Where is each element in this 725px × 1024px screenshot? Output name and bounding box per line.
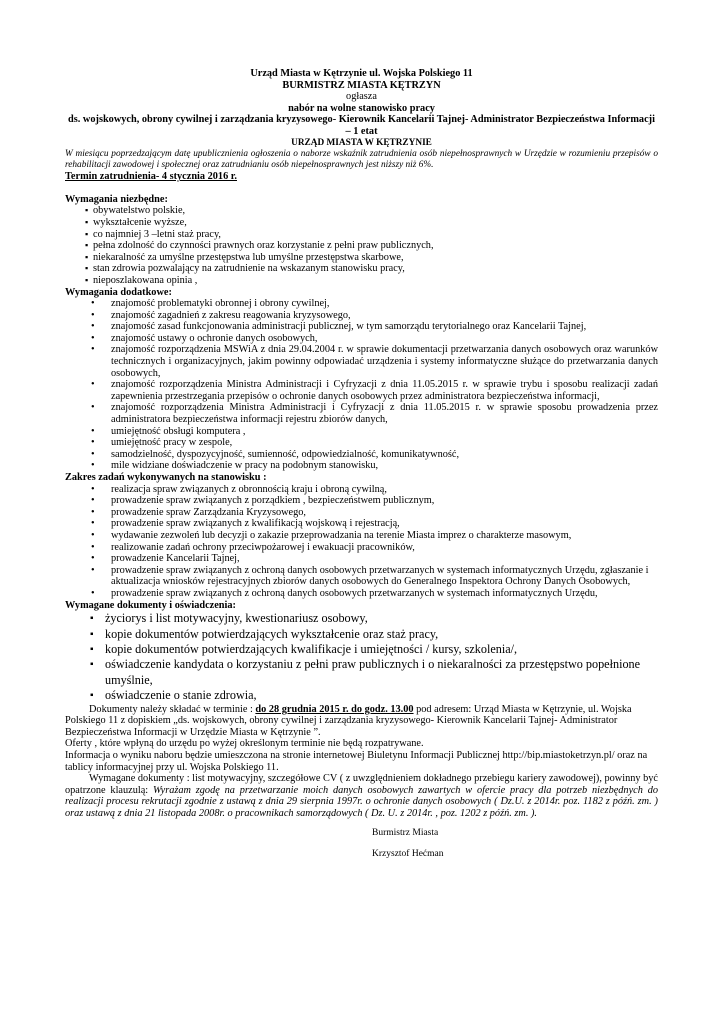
signature-name: Krzysztof Hećman (372, 849, 444, 860)
list-item: • znajomość rozporządzenia MSWiA z dnia 29.04.2004 r. w sprawie dokumentacji przetwarzania danych osobowych oraz warunków technicznych i organizacyjnych, jakim powinny odpowiadać urządzenia i systemy informatyczne służące do przetwarzania danych osobowych, (65, 344, 658, 379)
list-item: • prowadzenie Kancelarii Tajnej, (65, 553, 658, 565)
position-title: ds. wojskowych, obrony cywilnej i zarządzania kryzysowego- Kierownik Kancelarii Tajnej- Administrator Bezpieczeństwa Informacji – 1 etat (68, 114, 655, 137)
submission-address: pod adresem: Urząd Miasta w Kętrzynie, ul. Wojska Polskiego 11 z dopiskiem „ds. wojskowych, obrony cywilnej i zarządzania kryzysowego- Kierownik Kancelarii Tajnej- Administrator Bezpieczeństwa Informacji w Urzędzie Miasta w Kętrzynie ”. (65, 703, 632, 738)
list-item: • prowadzenie spraw związanych z ochroną danych osobowych przetwarzanych w systemach informatycznych Urzędu, (65, 588, 658, 600)
list-item: ▪ wykształcenie wyższe, (65, 217, 658, 229)
consent-clause (65, 773, 658, 819)
list-item: • prowadzenie spraw związanych z kwalifikacją wojskową i rejestracją, (65, 518, 658, 530)
signature-role: Burmistrz Miasta (372, 827, 439, 838)
tasks-list (65, 484, 658, 600)
documents-list (65, 611, 658, 703)
list-item: ▪ życiorys i list motywacyjny, kwestionariusz osobowy, (65, 611, 658, 626)
recruitment-label: nabór na wolne stanowisko pracy (288, 102, 435, 114)
office-name: URZĄD MIASTA W KĘTRZYNIE (291, 137, 432, 148)
list-item: ▪ oświadczenie kandydata o korzystaniu z pełni praw publicznych i o niekaralności za przestępstwo popełnione umyślnie, (65, 657, 658, 688)
disability-notice: W miesiącu poprzedzającym datę upublicznienia ogłoszenia o naborze wskaźnik zatrudnienia osób niepełnosprawnych w Urzędzie w rozumieniu przepisów o rehabilitacji zawodowej i społecznej oraz zatrudnianiu osób niepełnosprawnych jest niższy niż 6%. (65, 149, 658, 171)
office-address: Urząd Miasta w Kętrzynie ul. Wojska Polskiego 11 (250, 68, 473, 79)
list-item: • umiejętność pracy w zespole, (65, 437, 658, 449)
submission-lead: Dokumenty należy składać w terminie : (89, 703, 256, 715)
list-item: ▪ stan zdrowia pozwalający na zatrudnienie na wskazanym stanowisku pracy, (65, 263, 658, 275)
list-item: • realizowanie zadań ochrony przeciwpożarowej i ewakuacji pracowników, (65, 542, 658, 554)
list-item: • umiejętność obsługi komputera , (65, 426, 658, 438)
list-item: • znajomość zasad funkcjonowania administracji publicznej, w tym samorządu terytorialnego oraz Kancelarii Tajnej, (65, 321, 658, 333)
list-item: • prowadzenie spraw związanych z ochroną danych osobowych przetwarzanych w systemach informatycznych Urzędu, zgłaszanie i aktualizacja wniosków rejestracyjnych zbiorów danych osobowych do Generalnego Inspektora Ochrony Danych Osobowych, (65, 565, 658, 588)
required-list (65, 205, 658, 286)
list-item: • znajomość problematyki obronnej i obrony cywilnej, (65, 298, 658, 310)
submission-info (65, 704, 658, 739)
announcement-document (65, 68, 658, 861)
results-info: Informacja o wyniku naboru będzie umieszczona na stronie internetowej Biuletynu Informacji Publicznej http://bip.miastoketrzyn.pl/ oraz na tablicy informacyjnej przy ul. Wojska Polskiego 11. (65, 749, 648, 773)
additional-title: Wymagania dodatkowe: (65, 286, 172, 298)
list-item: • znajomość rozporządzenia Ministra Administracji i Cyfryzacji z dnia 11.05.2015 r. w sprawie sposobu prowadzenia przez administratora bezpieczeństwa informacji rejestru zbiorów danych, (65, 402, 658, 425)
list-item: ▪ oświadczenie o stanie zdrowia, (65, 688, 658, 703)
tasks-title: Zakres zadań wykonywanych na stanowisku : (65, 472, 267, 483)
list-item: • prowadzenie spraw Zarządzania Kryzysowego, (65, 507, 658, 519)
mayor-title: BURMISTRZ MIASTA KĘTRZYN (282, 79, 441, 91)
list-item: ▪ obywatelstwo polskie, (65, 205, 658, 217)
documents-title: Wymagane dokumenty i oświadczenia: (65, 599, 236, 611)
clause-text: Wyrażam zgodę na przetwarzanie moich danych osobowych zawartych w ofercie pracy dla potrzeb niezbędnych do realizacji procesu rekrutacji zgodnie z ustawą z dnia 29 sierpnia 1997r. o ochronie danych osobowych ( Dz.U. z 2014r. poz. 1182 z późń. zm. ) oraz ustawą z dnia 21 listopada 2008r. o pracownikach samorządowych ( Dz. U. z 2014r. , poz. 1202 z późń. zm. ). (65, 784, 658, 819)
employment-term: Termin zatrudnienia- 4 stycznia 2016 r. (65, 171, 237, 183)
list-item: ▪ kopie dokumentów potwierdzających wykształcenie oraz staż pracy, (65, 627, 658, 642)
list-item: • prowadzenie spraw związanych z porządkiem , bezpieczeństwem publicznym, (65, 495, 658, 507)
clause-lead: Wymagane dokumenty : list motywacyjny, szczegółowe CV ( z uwzględnieniem dokładnego przebiegu kariery zawodowej), powinny być opatrzone klauzulą: (65, 773, 658, 796)
announces-label: ogłasza (346, 91, 377, 103)
required-title: Wymagania niezbędne: (65, 193, 168, 205)
late-offers-note: Oferty , które wpłyną do urzędu po wyżej określonym terminie nie będą rozpatrywane. (65, 738, 424, 750)
list-item: ▪ pełna zdolność do czynności prawnych oraz korzystanie z pełni praw publicznych, (65, 240, 658, 252)
list-item: • mile widziane doświadczenie w pracy na podobnym stanowisku, (65, 460, 658, 472)
list-item: • znajomość ustawy o ochronie danych osobowych, (65, 333, 658, 345)
list-item: • znajomość rozporządzenia Ministra Administracji i Cyfryzacji z dnia 11.05.2015 r. w sprawie trybu i sposobu realizacji zadań zapewnienia przestrzegania przepisów o ochronie danych osobowych przez administratora bezpieczeństwa informacji, (65, 379, 658, 402)
list-item: • wydawanie zezwoleń lub decyzji o zakazie przeprowadzania na terenie Miasta imprez o charakterze masowym, (65, 530, 658, 542)
list-item: ▪ kopie dokumentów potwierdzających kwalifikacje i umiejętności / kursy, szkolenia/, (65, 642, 658, 657)
list-item: ▪ co najmniej 3 –letni staż pracy, (65, 229, 658, 241)
additional-list (65, 298, 658, 472)
submission-deadline: do 28 grudnia 2015 r. do godz. 13.00 (255, 703, 414, 715)
list-item: ▪ nieposzlakowana opinia , (65, 275, 658, 287)
list-item: ▪ niekaralność za umyślne przestępstwa lub umyślne przestępstwa skarbowe, (65, 252, 658, 264)
list-item: • samodzielność, dyspozycyjność, sumienność, odpowiedzialność, komunikatywność, (65, 449, 658, 461)
list-item: • znajomość zagadnień z zakresu reagowania kryzysowego, (65, 310, 658, 322)
list-item: • realizacja spraw związanych z obronnością kraju i obroną cywilną, (65, 484, 658, 496)
